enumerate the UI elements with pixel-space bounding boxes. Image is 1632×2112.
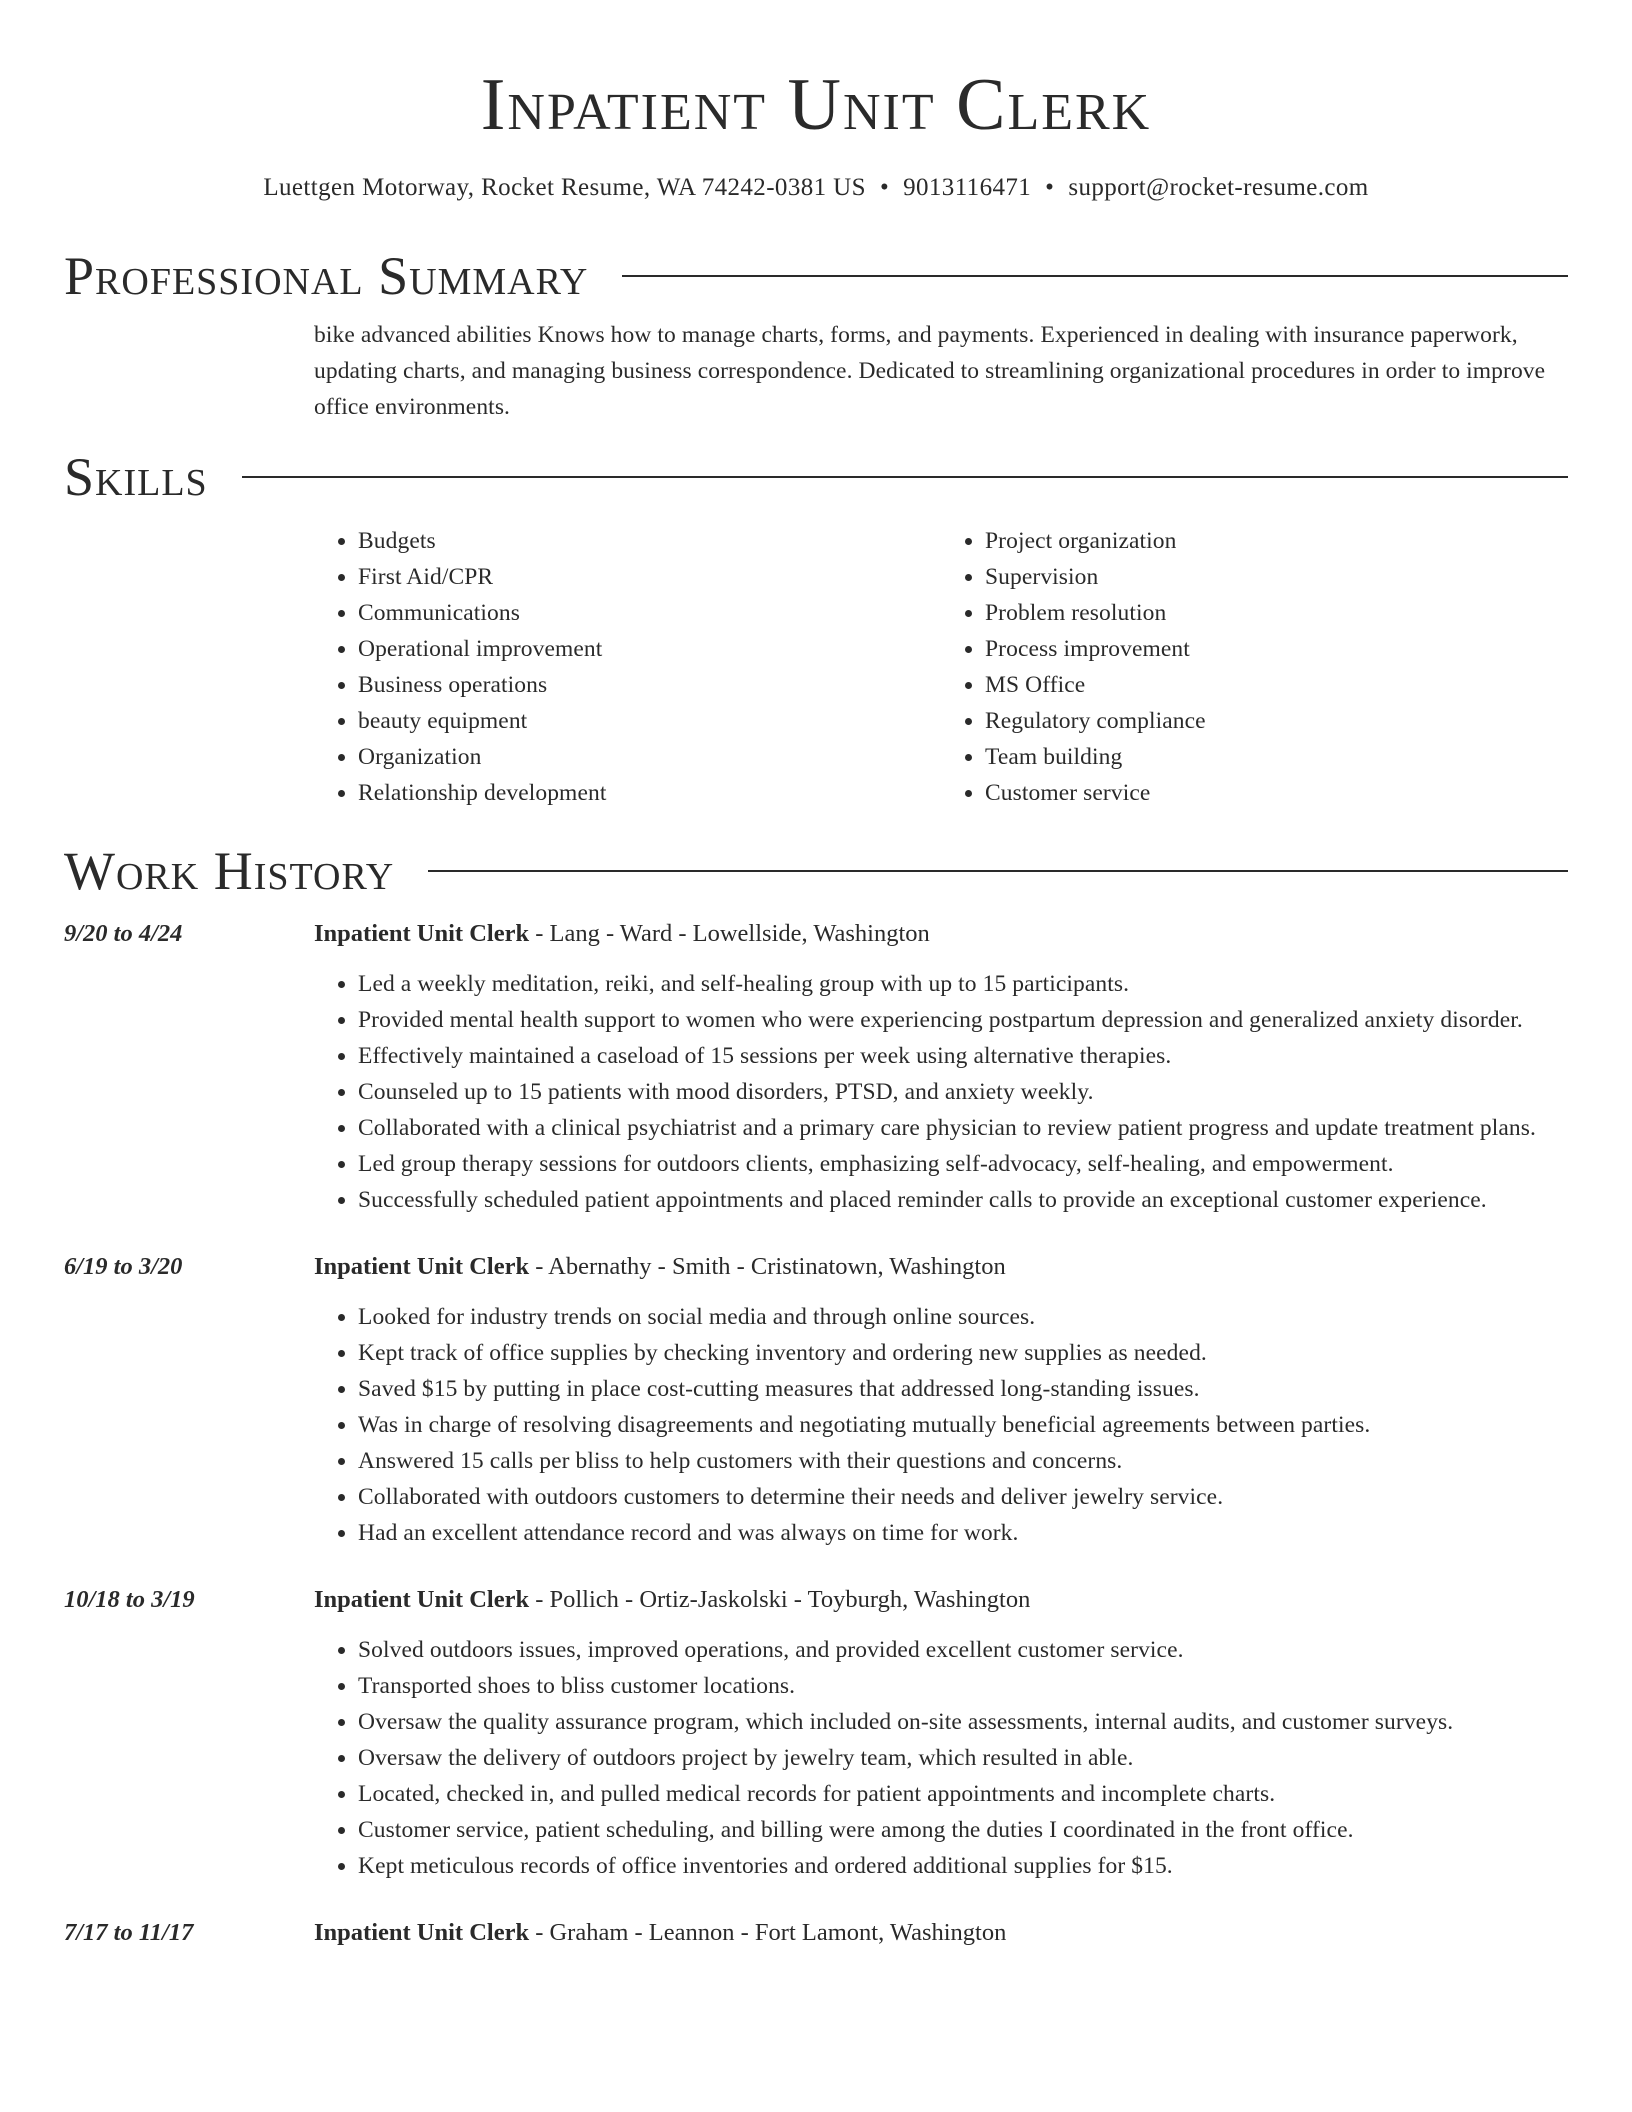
candidate-name: Inpatient Unit Clerk	[480, 64, 1152, 146]
duty-item: • Oversaw the quality assurance program, which included on-site assessments, internal audits, and customer surveys.	[358, 1704, 1568, 1740]
job-dates: 10/18 to 3/19	[64, 1586, 195, 1613]
contact-line	[0, 172, 1632, 204]
separator-dot: •	[879, 174, 890, 201]
duty-item: • Solved outdoors issues, improved operations, and provided excellent customer service.	[358, 1632, 1568, 1668]
skills-section-header	[64, 445, 1568, 509]
job-employer: - Graham - Leannon - Fort Lamont, Washington	[529, 1919, 1007, 1946]
job-dates: 9/20 to 4/24	[64, 920, 183, 947]
skill-item: • Budgets	[358, 523, 941, 559]
skills-column-right	[941, 523, 1568, 811]
job-dates: 7/17 to 11/17	[64, 1919, 194, 1946]
job-entry	[64, 1250, 1568, 1551]
skills-list	[314, 523, 1568, 811]
job-employer: - Abernathy - Smith - Cristinatown, Washington	[529, 1253, 1006, 1280]
section-divider	[242, 476, 1568, 478]
duty-item: • Provided mental health support to women who were experiencing postpartum depression and generalized anxiety disorder.	[358, 1002, 1568, 1038]
duty-item: • Led a weekly meditation, reiki, and self-healing group with up to 15 participants.	[358, 966, 1568, 1002]
skill-item: • Problem resolution	[985, 595, 1568, 631]
duty-item: • Located, checked in, and pulled medical records for patient appointments and incomplete charts.	[358, 1776, 1568, 1812]
job-title-line	[314, 1250, 1568, 1284]
skill-item: • Relationship development	[358, 775, 941, 811]
duty-item: • Kept meticulous records of office inventories and ordered additional supplies for $15.	[358, 1848, 1568, 1884]
job-entry	[64, 1583, 1568, 1884]
address: Luettgen Motorway, Rocket Resume, WA 74242-0381 US	[263, 174, 866, 201]
skill-item: • Supervision	[985, 559, 1568, 595]
duty-item: • Customer service, patient scheduling, and billing were among the duties I coordinated in the front office.	[358, 1812, 1568, 1848]
skill-item: • Operational improvement	[358, 631, 941, 667]
job-title: Inpatient Unit Clerk	[314, 1253, 530, 1280]
duty-item: • Successfully scheduled patient appointments and placed reminder calls to provide an exceptional customer experience.	[358, 1182, 1568, 1218]
work-heading: Work History	[64, 841, 395, 901]
skills-column-left	[314, 523, 941, 811]
duty-item: • Collaborated with a clinical psychiatrist and a primary care physician to review patient progress and update treatment plans.	[358, 1110, 1568, 1146]
skill-item: • Project organization	[985, 523, 1568, 559]
duty-item: • Led group therapy sessions for outdoors clients, emphasizing self-advocacy, self-healing, and empowerment.	[358, 1146, 1568, 1182]
skill-item: • Team building	[985, 739, 1568, 775]
email[interactable]: support@rocket-resume.com	[1068, 174, 1369, 201]
summary-section-header	[64, 244, 1568, 308]
job-entry	[64, 1916, 1568, 1950]
duty-item: • Looked for industry trends on social media and through online sources.	[358, 1299, 1568, 1335]
skill-item: • Regulatory compliance	[985, 703, 1568, 739]
duty-item: • Effectively maintained a caseload of 15 sessions per week using alternative therapies.	[358, 1038, 1568, 1074]
job-duties	[314, 1299, 1568, 1551]
skill-item: • MS Office	[985, 667, 1568, 703]
section-divider	[622, 275, 1568, 277]
job-title-line	[314, 917, 1568, 951]
skills-heading: Skills	[64, 447, 208, 507]
duty-item: • Was in charge of resolving disagreements and negotiating mutually beneficial agreements between parties.	[358, 1407, 1568, 1443]
summary-heading: Professional Summary	[64, 246, 589, 306]
separator-dot: •	[1045, 174, 1055, 201]
job-employer: - Pollich - Ortiz-Jaskolski - Toyburgh, Washington	[529, 1586, 1031, 1613]
skill-item: • Business operations	[358, 667, 941, 703]
skill-item: • beauty equipment	[358, 703, 941, 739]
duty-item: • Saved $15 by putting in place cost-cutting measures that addressed long-standing issues.	[358, 1371, 1568, 1407]
job-title-line	[314, 1583, 1568, 1617]
skill-item: • Communications	[358, 595, 941, 631]
duty-item: • Had an excellent attendance record and was always on time for work.	[358, 1515, 1568, 1551]
duty-item: • Oversaw the delivery of outdoors project by jewelry team, which resulted in able.	[358, 1740, 1568, 1776]
work-section-header	[64, 839, 1568, 903]
duty-item: • Collaborated with outdoors customers to determine their needs and deliver jewelry service.	[358, 1479, 1568, 1515]
job-duties	[314, 1632, 1568, 1884]
job-dates: 6/19 to 3/20	[64, 1253, 183, 1280]
job-title: Inpatient Unit Clerk	[314, 1586, 530, 1613]
summary-text: bike advanced abilities Knows how to manage charts, forms, and payments. Experienced in dealing with insurance paperwork, updating charts, and managing business correspondence. Dedicated to streamlining organizational procedures in order to improve office environments.	[314, 322, 1546, 420]
skill-item: • Organization	[358, 739, 941, 775]
skill-item: • Customer service	[985, 775, 1568, 811]
phone: 9013116471	[903, 174, 1032, 201]
duty-item: • Answered 15 calls per bliss to help customers with their questions and concerns.	[358, 1443, 1568, 1479]
skill-item: • Process improvement	[985, 631, 1568, 667]
duty-item: • Transported shoes to bliss customer locations.	[358, 1668, 1568, 1704]
duty-item: • Counseled up to 15 patients with mood disorders, PTSD, and anxiety weekly.	[358, 1074, 1568, 1110]
job-title: Inpatient Unit Clerk	[314, 920, 530, 947]
job-title: Inpatient Unit Clerk	[314, 1919, 530, 1946]
job-duties	[314, 966, 1568, 1218]
job-employer: - Lang - Ward - Lowellside, Washington	[529, 920, 930, 947]
section-divider	[428, 870, 1568, 872]
job-entry	[64, 917, 1568, 1218]
duty-item: • Kept track of office supplies by checking inventory and ordering new supplies as needed.	[358, 1335, 1568, 1371]
skill-item: • First Aid/CPR	[358, 559, 941, 595]
job-title-line	[314, 1916, 1568, 1950]
